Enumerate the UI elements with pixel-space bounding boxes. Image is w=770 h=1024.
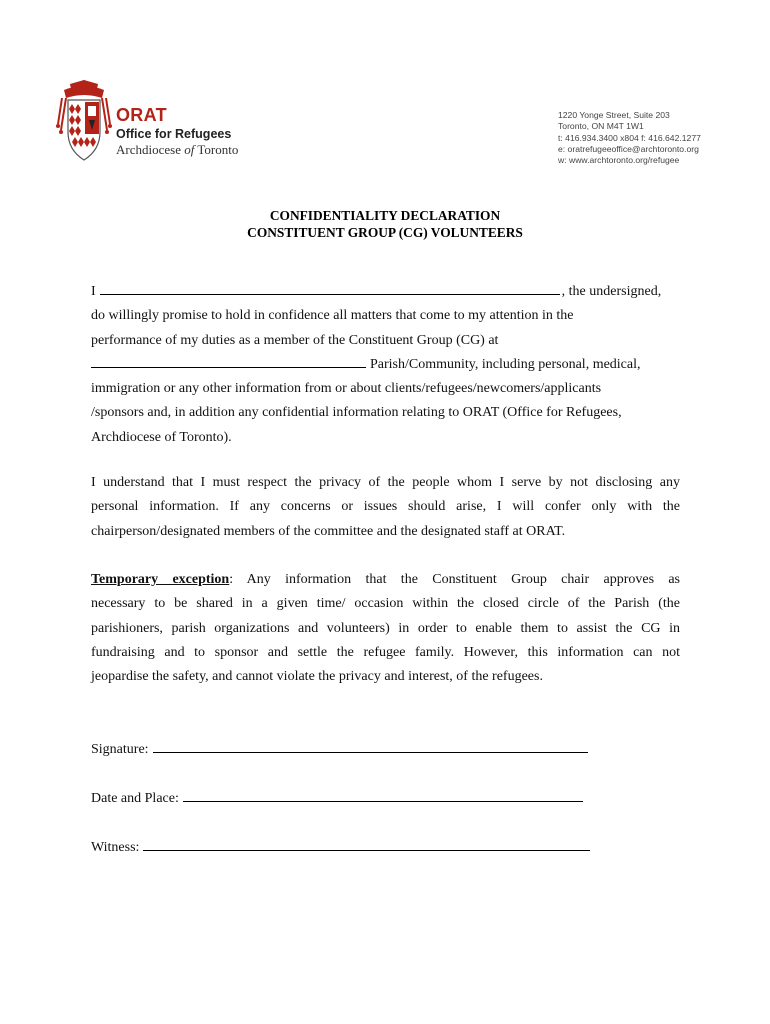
- document-subtitle: CONSTITUENT GROUP (CG) VOLUNTEERS: [247, 225, 523, 240]
- date-place-label: Date and Place:: [91, 791, 179, 806]
- parish-line: Parish/Community, including personal, medical,: [91, 353, 680, 377]
- diocese-name: Archdiocese of Toronto: [116, 142, 239, 157]
- signature-row: [91, 738, 588, 758]
- name-line: I , the undersigned,: [91, 280, 680, 304]
- witness-row: [91, 836, 590, 856]
- privacy-paragraph: I understand that I must respect the privacy of the people whom I serve by not disclosing any personal information. If any concerns or issues should arise, I will confer only with the chairperson/designated members of the committee and the designated staff at ORAT.: [91, 475, 680, 539]
- contact-block: [558, 110, 701, 166]
- email-line: e: oratrefugeeoffice@archtoronto.org: [558, 143, 699, 154]
- exception-paragraph: Temporary exception: Any information that the Constituent Group chair approves as necessary to be shared in a given time/ occasion within the closed circle of the Parish (the parishioners, parish organizations and volunteers) in order to enable them to assist the CG in fundraising and to sponsor and settle the refugee family. However, this information can not jeopardise the safety, and cannot violate the privacy and interest, of the refugees.: [91, 572, 680, 685]
- org-acronym: ORAT: [116, 105, 167, 125]
- name-blank-field[interactable]: [100, 280, 560, 295]
- archdiocese-crest-icon: [56, 80, 112, 162]
- organization-name-block: [116, 105, 276, 157]
- date-place-row: [91, 787, 583, 807]
- phone-line: t: 416.934.3400 x804 f: 416.642.1277: [558, 132, 701, 143]
- witness-field[interactable]: [143, 836, 590, 851]
- declaration-paragraph: I , the undersigned, do willingly promise to hold in confidence all matters that come to my attention in the performance of my duties as a member of the Constituent Group (CG) at Parish/Community, including personal, medical, immigration or any other information from or about clients/refugees/newcomers/applicants /sponsors and, in addition any confidential information relating to ORAT (Office for Refugees, Archdiocese of Toronto).: [91, 280, 680, 450]
- witness-label: Witness:: [91, 840, 140, 855]
- parish-blank-field[interactable]: [91, 353, 366, 368]
- document-title: CONFIDENTIALITY DECLARATION: [269, 208, 501, 223]
- orat-logo: [56, 80, 266, 170]
- address-line: 1220 Yonge Street, Suite 203: [558, 110, 670, 120]
- signature-label: Signature:: [91, 742, 149, 757]
- exception-heading: Temporary exception: [91, 572, 230, 587]
- org-full-name: Office for Refugees: [116, 127, 232, 141]
- website-line: w: www.archtoronto.org/refugee: [558, 155, 680, 166]
- signature-field[interactable]: [153, 738, 588, 753]
- city-line: Toronto, ON M4T 1W1: [558, 121, 644, 132]
- date-place-field[interactable]: [183, 787, 583, 802]
